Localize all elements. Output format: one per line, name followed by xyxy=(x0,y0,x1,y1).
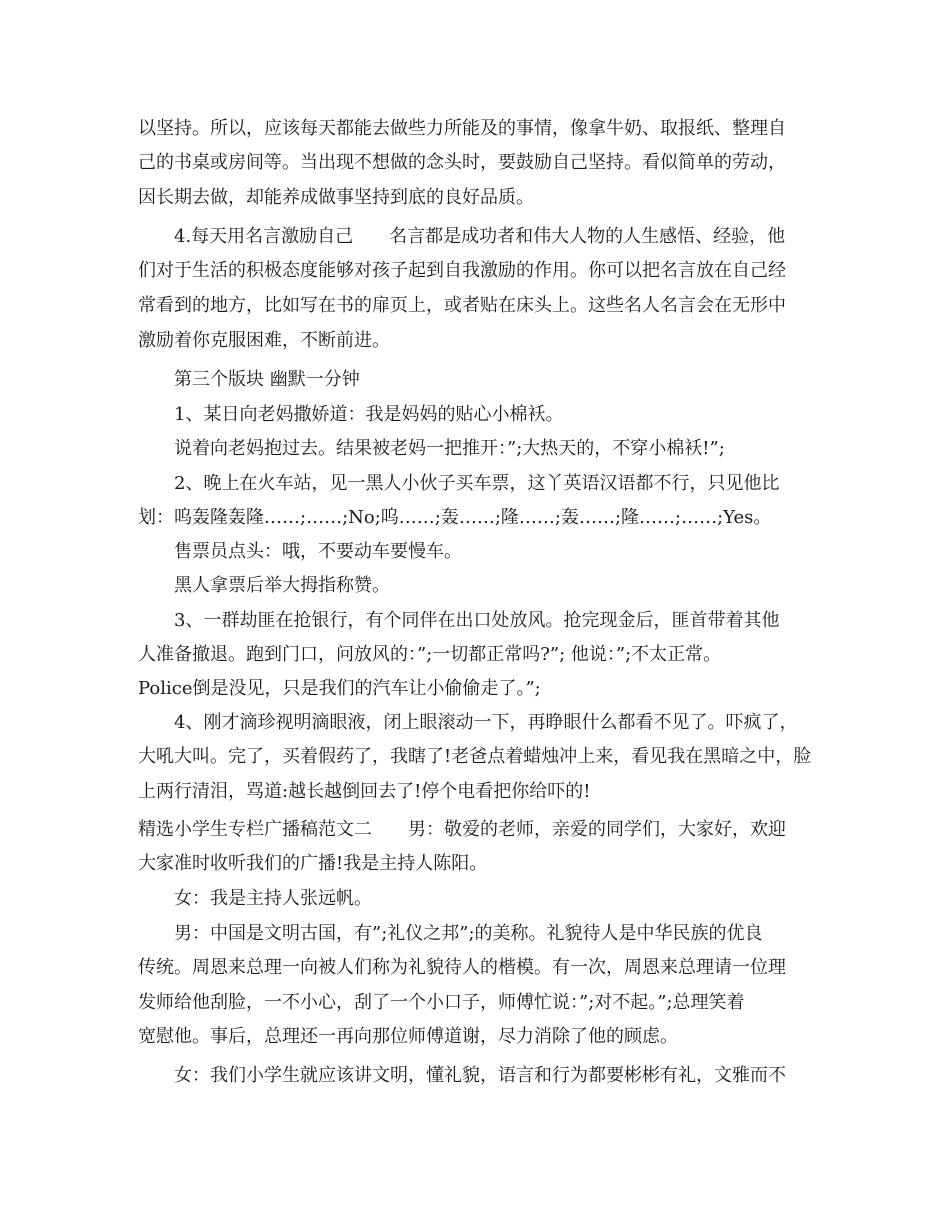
text-line xyxy=(0,220,950,254)
text-line-content: 己的书桌或房间等。当出现不想做的念头时，要鼓励自己坚持。看似简单的劳动， xyxy=(138,152,786,173)
text-line-content: 激励着你克服困难，不断前进。 xyxy=(138,330,390,351)
text-line xyxy=(0,1020,950,1054)
text-line xyxy=(0,1059,950,1093)
text-line-content: 们对于生活的积极态度能够对孩子起到自我激励的作用。你可以把名言放在自己经 xyxy=(138,260,786,281)
text-line xyxy=(0,289,950,323)
text-line xyxy=(0,740,950,774)
text-line xyxy=(0,813,950,847)
text-line xyxy=(0,917,950,951)
text-line xyxy=(0,363,950,397)
text-line xyxy=(0,324,950,358)
text-line-content: 精选小学生专栏广播稿范文二 男：敬爱的老师，亲爱的同学们，大家好，欢迎 xyxy=(138,819,786,840)
text-line-content: 大家准时收听我们的广播!我是主持人陈阳。 xyxy=(138,853,488,874)
text-line-content: 4、刚才滴珍视明滴眼液，闭上眼滚动一下，再睁眼什么都看不见了。吓疯了， xyxy=(174,712,798,733)
text-line-content: 2、晚上在火车站，见一黑人小伙子买车票，这丫英语汉语都不行，只见他比 xyxy=(174,473,780,494)
text-line-content: 划：呜轰隆轰隆……;……;No;呜……;轰……;隆……;轰……;隆……;……;Yes。 xyxy=(138,507,772,528)
text-line-content: 发师给他刮脸，一不小心，刮了一个小口子，师傅忙说：”;对不起。”;总理笑着 xyxy=(138,992,745,1013)
text-line-content: 第三个版块 幽默一分钟 xyxy=(174,369,360,390)
text-line-content: 1、某日向老妈撒娇道：我是妈妈的贴心小棉袄。 xyxy=(174,404,564,425)
text-line xyxy=(0,112,950,146)
text-line xyxy=(0,951,950,985)
text-line xyxy=(0,181,950,215)
text-line-content: 女：我是主持人张远帆。 xyxy=(174,888,372,909)
text-line xyxy=(0,467,950,501)
text-line-content: 常看到的地方，比如写在书的扉页上，或者贴在床头上。这些名人名言会在无形中 xyxy=(138,295,786,316)
text-line-content: 因长期去做，却能养成做事坚持到底的良好品质。 xyxy=(138,187,534,208)
text-line-content: 宽慰他。事后，总理还一再向那位师傅道谢，尽力消除了他的顾虑。 xyxy=(138,1026,678,1047)
text-line-content: 3、一群劫匪在抢银行，有个同伴在出口处放风。抢完现金后，匪首带着其他 xyxy=(174,610,780,631)
text-line xyxy=(0,882,950,916)
text-line-content: 女：我们小学生就应该讲文明，懂礼貌，语言和行为都要彬彬有礼，文雅而不 xyxy=(174,1065,786,1086)
text-line-content: Police倒是没见，只是我们的汽车让小偷偷走了。”; xyxy=(138,678,541,699)
text-line-content: 传统。周恩来总理一向被人们称为礼貌待人的楷模。有一次，周恩来总理请一位理 xyxy=(138,957,786,978)
text-line-content: 大吼大叫。完了，买着假药了，我瞎了!老爸点着蜡烛冲上来，看见我在黑暗之中，脸 xyxy=(138,746,812,767)
text-line-content: 黑人拿票后举大拇指称赞。 xyxy=(174,575,390,596)
text-line xyxy=(0,432,950,466)
text-line-content: 说着向老妈抱过去。结果被老妈一把推开：”;大热天的，不穿小棉袄!”; xyxy=(174,438,725,459)
text-line-content: 以坚持。所以，应该每天都能去做些力所能及的事情，像拿牛奶、取报纸、整理自 xyxy=(138,118,786,139)
text-line xyxy=(0,604,950,638)
text-line xyxy=(0,535,950,569)
text-line-content: 上两行清泪，骂道:越长越倒回去了!停个电看把你给吓的! xyxy=(138,781,591,802)
text-line xyxy=(0,775,950,809)
text-line xyxy=(0,638,950,672)
text-line xyxy=(0,672,950,706)
text-line xyxy=(0,847,950,881)
text-line-content: 男：中国是文明古国，有”;礼仪之邦”;的美称。礼貌待人是中华民族的优良 xyxy=(174,923,763,944)
text-line-content: 售票员点头：哦，不要动车要慢车。 xyxy=(174,541,462,562)
text-line-content: 4.每天用名言激励自己 名言都是成功者和伟大人物的人生感悟、经验，他 xyxy=(174,226,786,247)
text-line xyxy=(0,254,950,288)
text-line xyxy=(0,986,950,1020)
text-line xyxy=(0,501,950,535)
text-line xyxy=(0,569,950,603)
text-line xyxy=(0,706,950,740)
text-line xyxy=(0,398,950,432)
text-line xyxy=(0,146,950,180)
text-line-content: 人准备撤退。跑到门口，问放风的：”;一切都正常吗?”; 他说：”;不太正常。 xyxy=(138,644,722,665)
